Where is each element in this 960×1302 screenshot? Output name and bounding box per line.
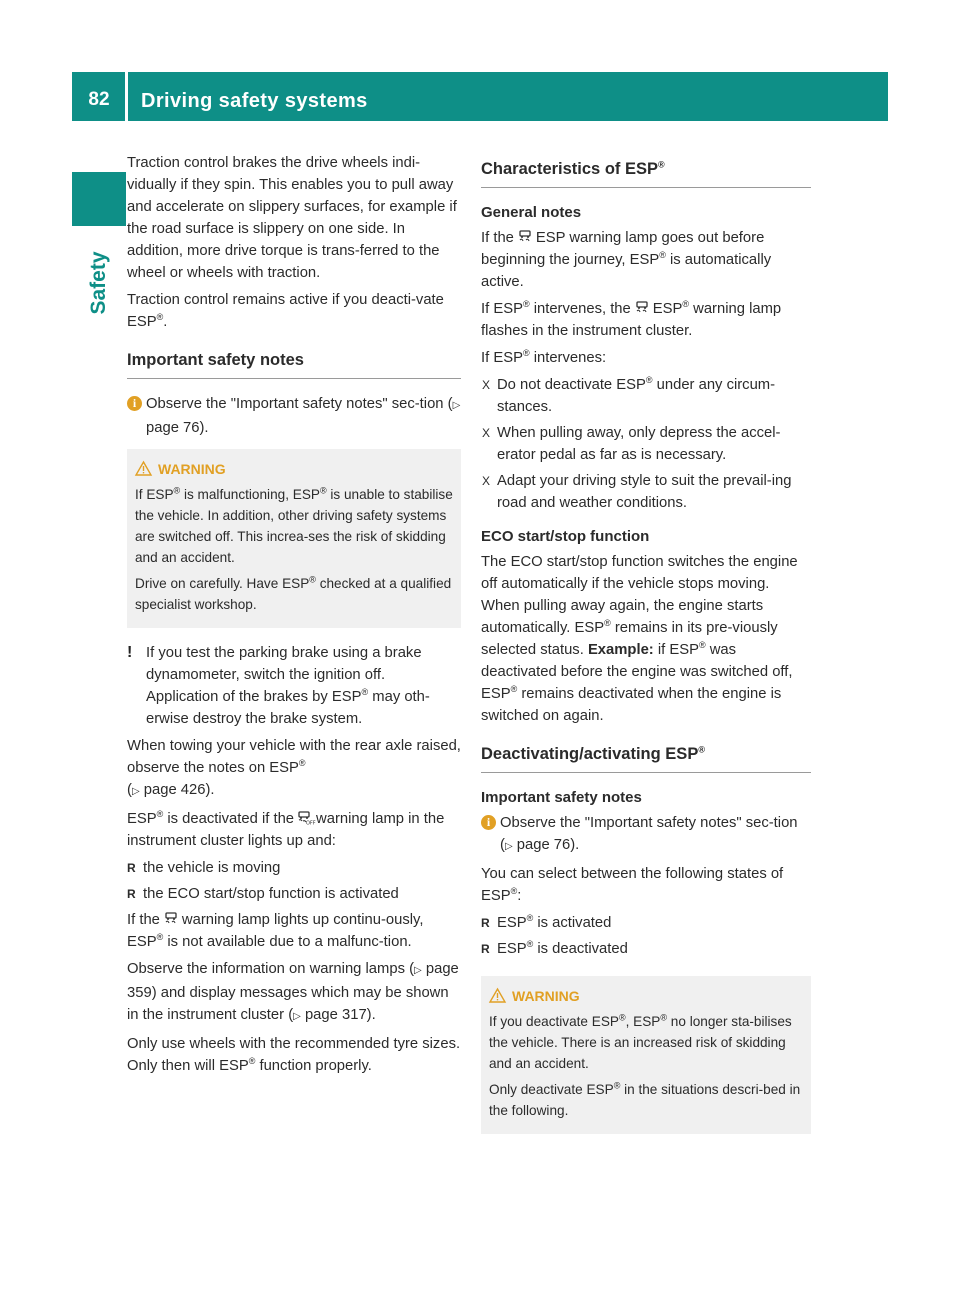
caution-icon: ! <box>127 644 133 661</box>
paragraph: Traction control brakes the drive wheels indi-vidually if they spin. This enables you to pull away and accelerate on slippery surfaces, for example if the road surface is slippery on one side. In addition, more drive torque is trans-ferred to the wheel or wheels with traction. <box>127 155 457 281</box>
warning-text: Only deactivate ESP® in the situations descri-bed in the following. <box>489 1080 801 1118</box>
esp-off-lamp-icon <box>297 811 316 827</box>
page-ref-icon: ▷ <box>452 400 461 411</box>
heading-characteristics: Characteristics of ESP® <box>481 152 811 188</box>
paragraph: If the warning lamp lights up continu-ously, ESP® is not available due to a malfunc-tion. <box>127 912 424 950</box>
page-link[interactable]: page 76). <box>146 420 209 436</box>
instruction-step: X When pulling away, only depress the accel-erator pedal as far as is necessary. <box>481 422 811 466</box>
header-divider <box>125 72 128 121</box>
instruction-step: X Adapt your driving style to suit the prevail-ing road and weather conditions. <box>481 470 811 514</box>
subheading-important-safety-notes: Important safety notes <box>481 789 642 806</box>
step-arrow-icon: X <box>482 474 491 488</box>
subheading-eco-start-stop: ECO start/stop function <box>481 528 650 545</box>
warning-title: WARNING <box>489 986 803 1007</box>
subheading-general-notes: General notes <box>481 204 582 221</box>
side-tab-marker <box>72 172 126 226</box>
info-icon: i <box>481 815 496 830</box>
paragraph: Observe the information on warning lamps (▷ page 359) and display messages which may be shown in the instrument cluster (▷ page 317). <box>127 961 459 1023</box>
step-arrow-icon: X <box>482 378 491 392</box>
warning-title: WARNING <box>135 459 453 480</box>
list-item: R the ECO start/stop function is activated <box>127 886 399 902</box>
warning-text: If ESP® is malfunctioning, ESP® is unable to stabilise the vehicle. In addition, other driving safety systems are switched off. This increa-ses the risk of skidding and an accident. <box>135 485 453 565</box>
info-note: i Observe the "Important safety notes" sec-tion (▷ page 76). <box>481 812 811 858</box>
list-item: R ESP® is activated <box>481 913 612 931</box>
step-arrow-icon: X <box>482 426 491 440</box>
section-title: Driving safety systems <box>141 90 368 112</box>
page-link[interactable]: page 426). <box>143 782 215 798</box>
warning-box <box>127 449 461 628</box>
caution-note: ! If you test the parking brake using a brake dynamometer, switch the ignition off. Application of the brakes by ESP® may oth-erwise destroy the brake system. <box>127 644 430 727</box>
paragraph: When towing your vehicle with the rear axle raised, observe the notes on ESP® (▷ page 426). <box>127 738 461 798</box>
warning-triangle-icon <box>135 461 152 476</box>
list-item: R the vehicle is moving <box>127 860 281 876</box>
warning-triangle-icon <box>489 988 506 1003</box>
esp-lamp-icon <box>163 912 179 926</box>
heading-important-safety-notes: Important safety notes <box>127 343 461 379</box>
paragraph: If the ESP warning lamp goes out before beginning the journey, ESP® is automatically active. <box>481 230 772 290</box>
page-ref-icon: ▷ <box>414 965 422 976</box>
page-link[interactable]: page 76). <box>516 837 580 853</box>
right-column <box>481 152 811 1148</box>
info-icon: i <box>127 396 142 411</box>
instruction-step: X Do not deactivate ESP® under any circum-stances. <box>482 375 776 415</box>
side-tab <box>76 240 124 330</box>
heading-deactivating-activating: Deactivating/activating ESP® <box>481 737 811 773</box>
svg-text:OFF: OFF <box>306 820 316 827</box>
paragraph: Traction control remains active if you deacti-vate ESP®. <box>127 292 444 330</box>
paragraph: If ESP® intervenes, the ESP® warning lamp flashes in the instrument cluster. <box>481 299 782 339</box>
info-note: i Observe the "Important safety notes" sec-tion (▷ page 76). <box>127 393 461 439</box>
warning-text: If you deactivate ESP®, ESP® no longer sta-bilises the vehicle. There is an increased risk of skidding and an accident. <box>489 1012 792 1071</box>
esp-lamp-icon <box>517 230 533 244</box>
esp-lamp-icon <box>634 301 650 315</box>
warning-box <box>481 976 811 1134</box>
list-item: R ESP® is deactivated <box>481 939 628 957</box>
page-ref-icon: ▷ <box>131 786 140 797</box>
paragraph: ESP® is deactivated if the OFF warning lamp in the instrument cluster lights up and: <box>127 809 445 849</box>
left-column <box>127 152 461 1082</box>
paragraph: Only use wheels with the recommended tyre sizes. Only then will ESP® function properly. <box>127 1036 461 1074</box>
page-ref-icon: ▷ <box>293 1011 301 1022</box>
paragraph: If ESP® intervenes: <box>481 348 607 366</box>
page-ref-icon: ▷ <box>504 841 513 852</box>
warning-text: Drive on carefully. Have ESP® checked at a qualified specialist workshop. <box>135 574 452 612</box>
paragraph: The ECO start/stop function switches the engine off automatically if the vehicle stops moving. When pulling away again, the engine starts automatically. ESP® remains in its pre-viously selected status. Example: if ESP® was deactivated before the engine was switched off, ESP® remains deactivated when the engine is switched on again. <box>481 554 798 724</box>
paragraph: You can select between the following states of ESP®: <box>481 866 784 904</box>
side-tab-label: Safety <box>87 251 110 315</box>
page-number: 82 <box>88 89 110 110</box>
